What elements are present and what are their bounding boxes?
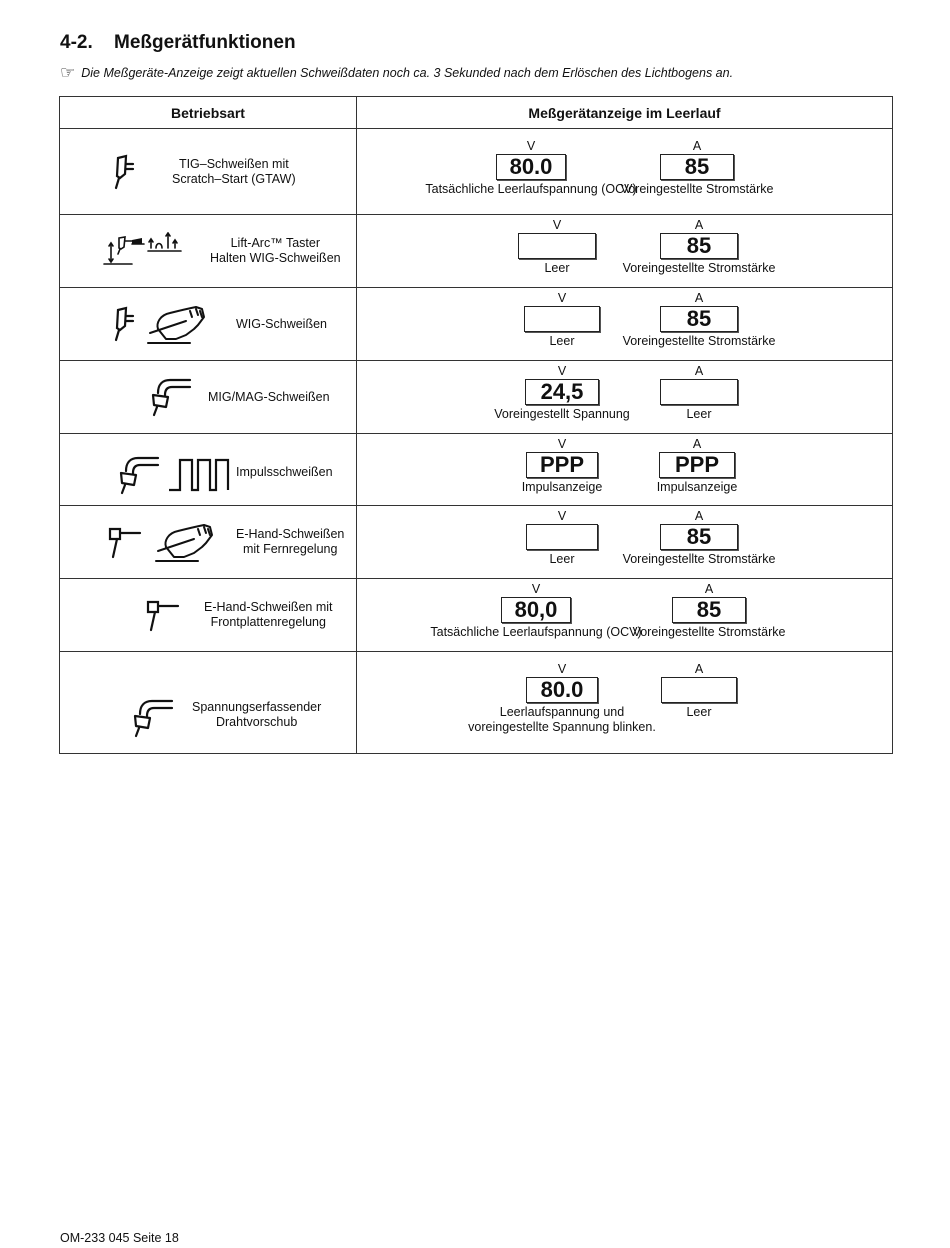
meter-cell (357, 434, 893, 506)
amp-display: PPP (659, 452, 735, 478)
mig-gun-icon (116, 455, 160, 495)
note (60, 64, 900, 81)
meter-function-table (59, 96, 893, 754)
volt-display (526, 524, 598, 550)
mode-label: E-Hand-Schweißen mit Fernregelung (236, 527, 345, 556)
amp-display: 85 (672, 597, 746, 623)
mode-cell (60, 215, 357, 288)
mode-cell (60, 288, 357, 361)
table-row (60, 652, 893, 754)
foot-pedal-icon (154, 521, 216, 563)
meter-cell (357, 361, 893, 434)
volt-meter: V 80,0 Tatsächliche Leerlaufspannung (OCV) (430, 582, 642, 639)
mode-icons (148, 377, 192, 417)
table-row (60, 579, 893, 652)
amp-display: 85 (660, 233, 738, 259)
volt-meter: V Leer (487, 218, 627, 276)
header-messgeraet: Meßgerätanzeige im Leerlauf (357, 97, 893, 129)
amp-display (661, 677, 737, 703)
mode-label: E-Hand-Schweißen mit Frontplattenregelung (204, 600, 333, 629)
note-text: Die Meßgeräte-Anzeige zeigt aktuellen Schweißdaten noch ca. 3 Sekunded nach dem Erlöschen des Lichtbogens an. (81, 65, 734, 80)
stick-electrode-icon (108, 525, 142, 559)
mode-cell (60, 129, 357, 215)
meter-cell (357, 129, 893, 215)
table-header-row (60, 97, 893, 129)
mode-icons (112, 154, 136, 190)
meter-cell (357, 652, 893, 754)
amp-meter: A 85 Voreingestellte Stromstärke (622, 509, 776, 566)
amp-meter: A PPP Impulsanzeige (656, 437, 738, 494)
volt-meter: V 80.0 Leerlaufspannung und voreingestellte Spannung blinken. (468, 662, 656, 734)
volt-meter: V Leer (492, 291, 632, 349)
volt-meter: V Leer (487, 509, 637, 567)
mode-label: WIG-Schweißen (236, 316, 327, 331)
mode-cell (60, 361, 357, 434)
mode-cell (60, 506, 357, 579)
amp-meter: A Leer (649, 662, 749, 720)
mode-label: Impulsschweißen (236, 464, 333, 479)
mode-label: MIG/MAG-Schweißen (208, 389, 330, 404)
mode-icons (116, 455, 230, 495)
table-row (60, 434, 893, 506)
mig-gun-icon (130, 698, 174, 738)
meter-cell (357, 215, 893, 288)
stick-electrode-icon (146, 598, 180, 632)
volt-display: 24,5 (525, 379, 599, 405)
table-row (60, 506, 893, 579)
pointing-hand-icon: ☞ (60, 63, 76, 82)
mode-label: TIG–Schweißen mit Scratch–Start (GTAW) (172, 156, 296, 186)
tig-torch-icon (112, 306, 136, 342)
volt-display (524, 306, 600, 332)
volt-display: 80.0 (496, 154, 566, 180)
mode-cell (60, 652, 357, 754)
volt-display: 80,0 (501, 597, 571, 623)
mode-cell (60, 434, 357, 506)
mode-label: Spannungserfassender Drahtvorschub (192, 699, 322, 729)
meter-cell (357, 288, 893, 361)
meter-cell (357, 579, 893, 652)
amp-meter: A Leer (649, 364, 749, 422)
pulse-wave-icon (168, 457, 230, 493)
mig-gun-icon (148, 377, 192, 417)
amp-display: 85 (660, 524, 738, 550)
volt-meter: V 24,5 Voreingestellt Spannung (494, 364, 630, 421)
volt-display: PPP (526, 452, 598, 478)
mode-icons (108, 521, 216, 563)
tig-torch-icon (112, 154, 136, 190)
volt-display: 80.0 (526, 677, 598, 703)
amp-meter: A 85 Voreingestellte Stromstärke (632, 582, 786, 639)
volt-meter: V PPP Impulsanzeige (521, 437, 603, 494)
mode-icons (102, 232, 184, 270)
section-heading: Meßgerätfunktionen (114, 32, 296, 53)
amp-meter: A 85 Voreingestellte Stromstärke (620, 139, 774, 196)
table-row (60, 215, 893, 288)
amp-display: 85 (660, 154, 734, 180)
mode-icons (146, 598, 180, 632)
table-row (60, 361, 893, 434)
amp-display: 85 (660, 306, 738, 332)
volt-meter: V 80.0 Tatsächliche Leerlaufspannung (OCV) (425, 139, 637, 196)
mode-cell (60, 579, 357, 652)
table-row (60, 288, 893, 361)
amp-meter: A 85 Voreingestellte Stromstärke (622, 291, 776, 348)
table-row (60, 129, 893, 215)
meter-cell (357, 506, 893, 579)
volt-display (518, 233, 596, 259)
amp-meter: A 85 Voreingestellte Stromstärke (622, 218, 776, 275)
header-betriebsart: Betriebsart (60, 97, 357, 129)
section-title (60, 32, 296, 54)
lift-arc-icon (102, 232, 184, 270)
section-number: 4-2. (60, 32, 93, 53)
page-footer: OM-233 045 Seite 18 (60, 1231, 179, 1245)
amp-display (660, 379, 738, 405)
mode-label: Lift-Arc™ Taster Halten WIG-Schweißen (210, 236, 341, 265)
mode-icons (130, 698, 174, 738)
foot-pedal-icon (146, 303, 208, 345)
mode-icons (112, 303, 208, 345)
